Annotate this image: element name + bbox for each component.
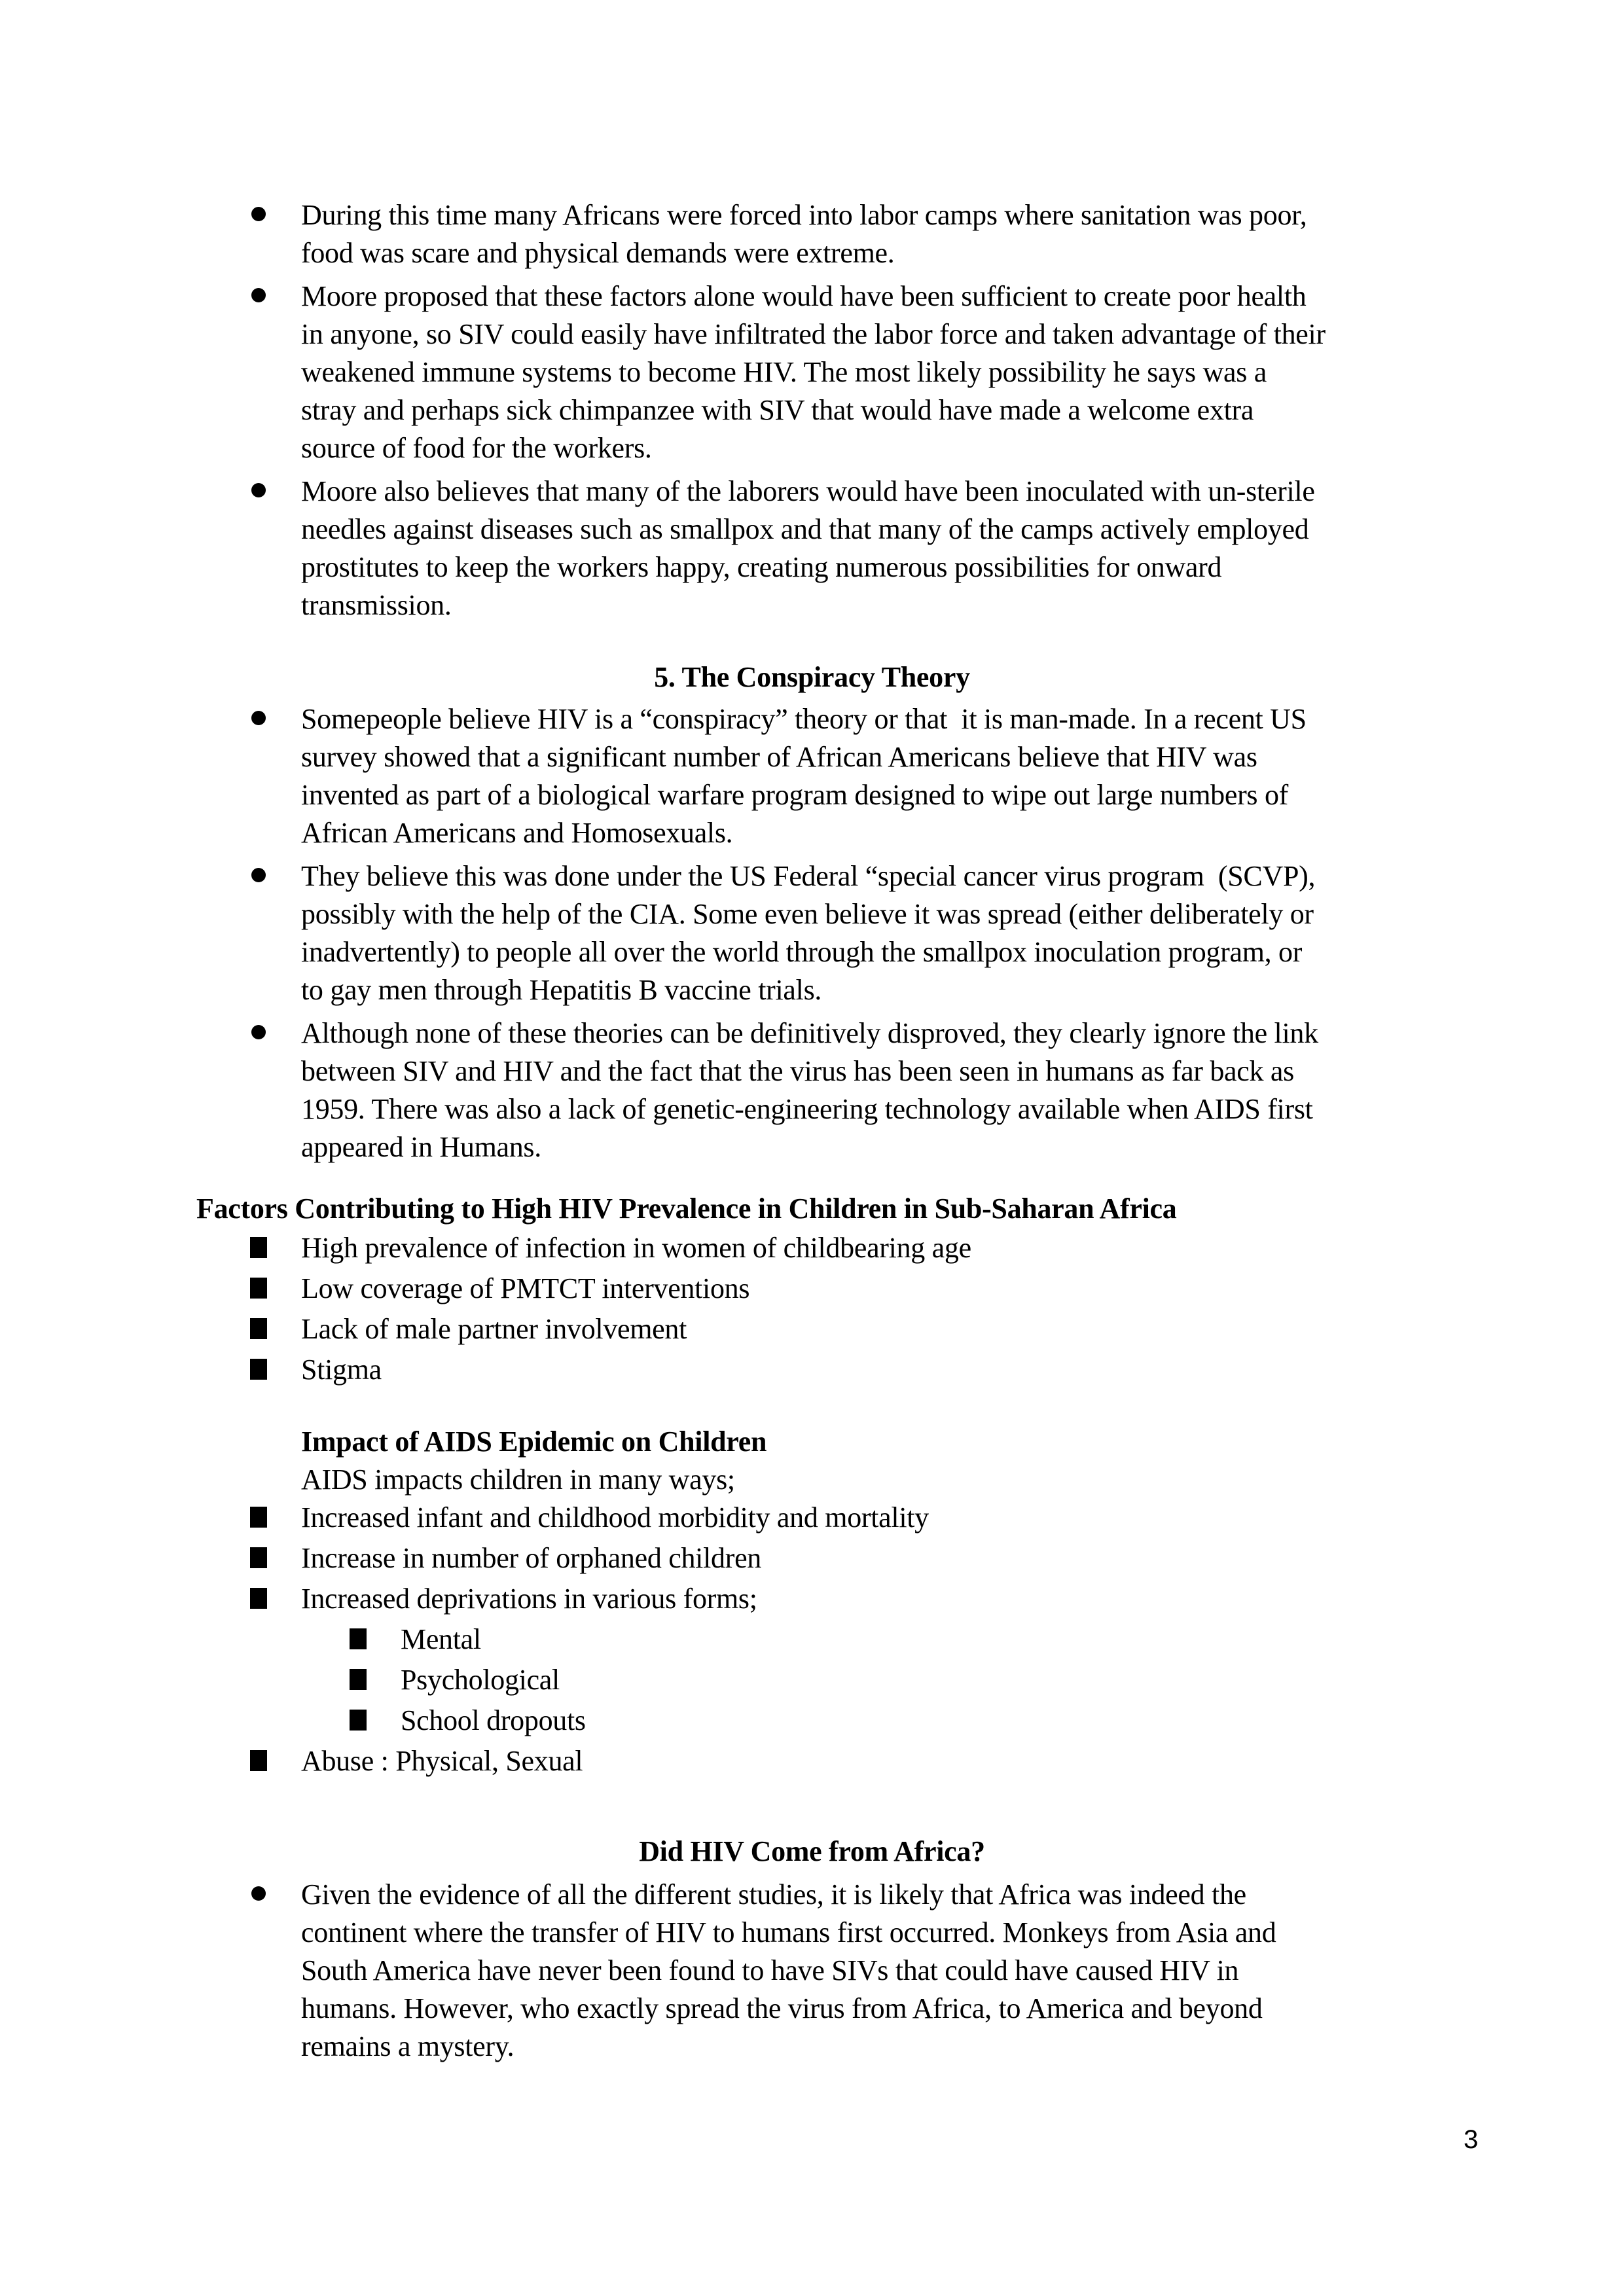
square-bullet-icon: [250, 1750, 267, 1771]
text-line: Although none of these theories can be definitively disproved, they clearly ignore the link: [301, 1017, 1318, 1049]
text-line: between SIV and HIV and the fact that the virus has been seen in humans as far back as: [301, 1055, 1294, 1087]
square-bullet-icon: [250, 1237, 267, 1258]
page-number: 3: [1464, 2125, 1479, 2154]
text-line: Mental: [401, 1623, 481, 1655]
text-line: remains a mystery.: [301, 2030, 514, 2062]
section-heading-impact: Impact of AIDS Epidemic on Children: [301, 1426, 767, 1458]
text-line: needles against diseases such as smallpox and that many of the camps actively employed: [301, 513, 1309, 545]
text-line: survey showed that a significant number of African Americans believe that HIV was: [301, 741, 1257, 773]
list-item: [196, 1742, 1428, 1780]
text-line: African Americans and Homosexuals.: [301, 817, 733, 849]
bullet-paragraph: [196, 473, 1428, 624]
sub-list-item: [196, 1661, 1428, 1699]
square-bullet-icon: [350, 1669, 367, 1690]
bullet-icon: [251, 483, 266, 497]
square-bullet-icon: [250, 1359, 267, 1380]
text-line: stray and perhaps sick chimpanzee with SIV that would have made a welcome extra: [301, 394, 1254, 426]
text-line: South America have never been found to have SIVs that could have caused HIV in: [301, 1954, 1239, 1986]
bullet-icon: [251, 868, 266, 882]
square-bullet-icon: [250, 1588, 267, 1609]
list-item: [196, 1499, 1428, 1537]
text-line: continent where the transfer of HIV to humans first occurred. Monkeys from Asia and: [301, 1916, 1276, 1948]
bullet-icon: [251, 1025, 266, 1039]
text-line: Increased infant and childhood morbidity and mortality: [301, 1501, 929, 1534]
section-heading-africa: Did HIV Come from Africa?: [639, 1835, 985, 1867]
intro-line: AIDS impacts children in many ways;: [301, 1463, 735, 1496]
text-line: During this time many Africans were forced into labor camps where sanitation was poor,: [301, 199, 1307, 231]
text-line: Increased deprivations in various forms;: [301, 1583, 757, 1615]
square-bullet-icon: [250, 1278, 267, 1299]
text-line: They believe this was done under the US Federal “special cancer virus program (SCVP),: [301, 860, 1316, 892]
text-line: weakened immune systems to become HIV. The most likely possibility he says was a: [301, 356, 1267, 388]
bullet-paragraph: [196, 857, 1428, 1009]
square-bullet-icon: [250, 1547, 267, 1568]
text-line: Stigma: [301, 1354, 382, 1386]
bullet-icon: [251, 207, 266, 221]
square-bullet-icon: [350, 1710, 367, 1731]
text-line: prostitutes to keep the workers happy, creating numerous possibilities for onward: [301, 551, 1222, 583]
text-line: transmission.: [301, 589, 452, 621]
section-heading-conspiracy-theory: 5. The Conspiracy Theory: [654, 661, 970, 693]
list-item: [196, 1539, 1428, 1577]
list-item: [196, 1310, 1428, 1348]
text-line: Psychological: [401, 1664, 560, 1696]
text-line: Moore also believes that many of the laborers would have been inoculated with un-sterile: [301, 475, 1315, 507]
list-item: [196, 1580, 1428, 1618]
square-bullet-icon: [350, 1628, 367, 1649]
text-line: Lack of male partner involvement: [301, 1313, 687, 1345]
text-line: High prevalence of infection in women of childbearing age: [301, 1232, 971, 1264]
square-bullet-icon: [250, 1507, 267, 1528]
bullet-icon: [251, 711, 266, 725]
bullet-icon: [251, 1886, 266, 1901]
list-item: [196, 1270, 1428, 1308]
text-line: source of food for the workers.: [301, 432, 652, 464]
bullet-paragraph: [196, 1876, 1428, 2066]
text-line: Increase in number of orphaned children: [301, 1542, 761, 1574]
text-line: Low coverage of PMTCT interventions: [301, 1272, 750, 1304]
text-line: appeared in Humans.: [301, 1131, 541, 1163]
document-content: [196, 196, 1428, 2071]
text-line: 1959. There was also a lack of genetic-engineering technology available when AIDS first: [301, 1093, 1313, 1125]
bullet-paragraph: [196, 700, 1428, 852]
bullet-paragraph: [196, 196, 1428, 272]
sub-list-item: [196, 1621, 1428, 1659]
text-line: invented as part of a biological warfare program designed to wipe out large numbers of: [301, 779, 1288, 811]
text-line: food was scare and physical demands were extreme.: [301, 237, 895, 269]
text-line: School dropouts: [401, 1704, 586, 1736]
bullet-paragraph: [196, 1014, 1428, 1166]
list-item: [196, 1229, 1428, 1267]
text-line: Somepeople believe HIV is a “conspiracy” theory or that it is man-made. In a recent US: [301, 703, 1307, 735]
text-line: inadvertently) to people all over the world through the smallpox inoculation program, or: [301, 936, 1303, 968]
text-line: humans. However, who exactly spread the virus from Africa, to America and beyond: [301, 1992, 1263, 2024]
bullet-paragraph: [196, 278, 1428, 467]
section-heading-factors: Factors Contributing to High HIV Prevalence in Children in Sub-Saharan Africa: [196, 1193, 1177, 1225]
text-line: Abuse : Physical, Sexual: [301, 1745, 583, 1777]
list-item: [196, 1351, 1428, 1389]
square-bullet-icon: [250, 1318, 267, 1339]
text-line: Given the evidence of all the different studies, it is likely that Africa was indeed the: [301, 1878, 1246, 1910]
sub-list-item: [196, 1702, 1428, 1740]
text-line: possibly with the help of the CIA. Some even believe it was spread (either deliberately or: [301, 898, 1314, 930]
text-line: in anyone, so SIV could easily have infiltrated the labor force and taken advantage of their: [301, 318, 1326, 350]
text-line: to gay men through Hepatitis B vaccine trials.: [301, 974, 822, 1006]
bullet-icon: [251, 288, 266, 302]
text-line: Moore proposed that these factors alone would have been sufficient to create poor health: [301, 280, 1307, 312]
